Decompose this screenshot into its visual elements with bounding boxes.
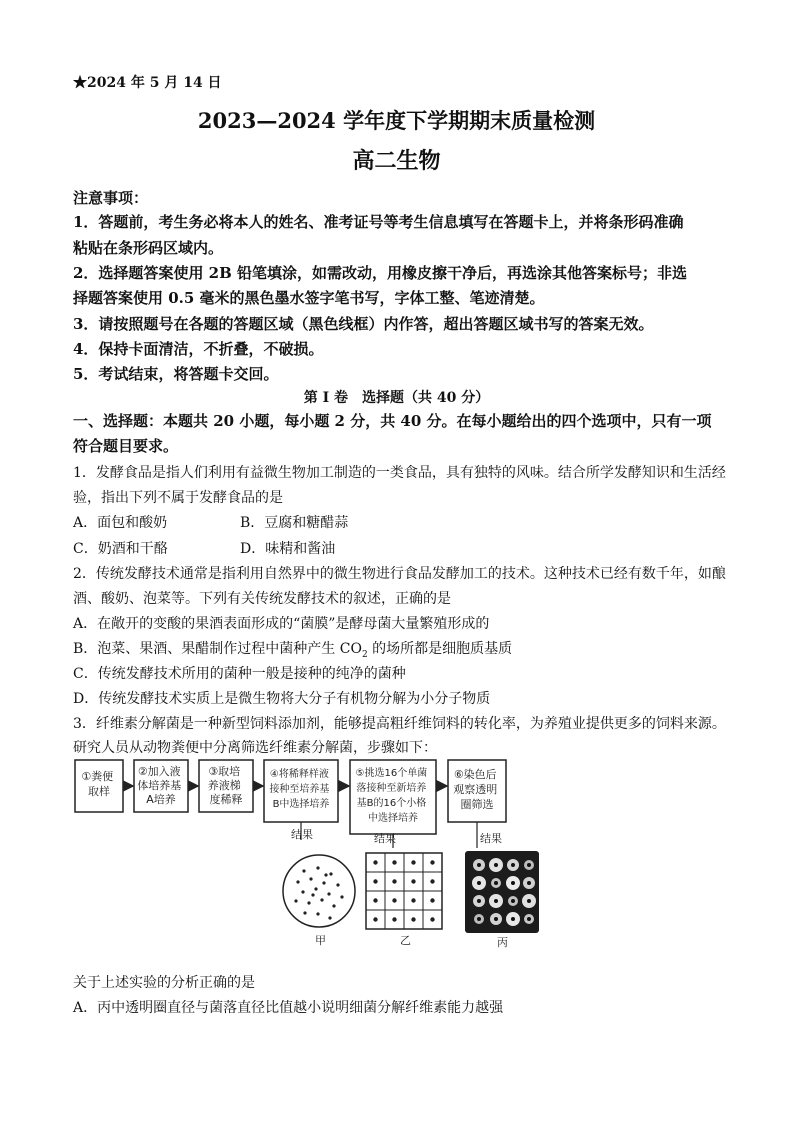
q1-option-d: D．味精和酱油 [240,541,336,557]
q3-stem: 3．纤维素分解菌是一种新型饲料添加剂，能够提高粗纤维饲料的转化率，为养殖业提供更多的饲料来源。 [73,716,726,732]
result-label-3: 结果 [480,832,502,845]
q2-option-a: A．在敞开的变酸的果酒表面形成的“菌膜”是酵母菌大量繁殖形成的 [73,616,490,632]
q1-option-a: A．面包和酸奶 [73,515,168,531]
section-title: 第 I 卷 选择题（共 40 分） [303,390,490,406]
step-4-label: ④将稀释样液 接种至培养基 B中选择培养 [269,769,330,810]
q2-option-b-subscript: 2 [361,649,368,660]
notice-line: 4．保持卡面清洁，不折叠，不破损。 [73,340,324,358]
q1-stem: 验，指出下列不属于发酵食品的是 [73,490,283,506]
exam-date: ★2024 年 5 月 14 日 [73,75,222,91]
q2-option-b-text: B．泡菜、果酒、果醋制作过程中菌种产生 CO [73,641,362,657]
plate-label-bing: 丙 [497,936,508,948]
q3-stem: 研究人员从动物粪便中分离筛选纤维素分解菌，步骤如下： [73,740,437,756]
notice-line: 择题答案使用 0.5 毫米的黑色墨水签字笔书写，字体工整、笔迹清楚。 [73,289,545,307]
result-label-2: 结果 [374,832,396,845]
step-1-label: ①粪便 取样 [81,770,114,798]
procedure-figure [72,758,542,948]
q1-option-b: B．豆腐和糖醋蒜 [240,515,349,531]
result-label-1: 结果 [291,828,313,841]
q1-stem: 1．发酵食品是指人们利用有益微生物加工制造的一类食品，具有独特的风味。结合所学发酵知识和生活经 [73,465,726,481]
plate-yi [366,853,442,929]
step-6-label: ⑥染色后 观察透明 圈筛选 [453,768,498,811]
q2-option-b [73,638,512,660]
plate-label-jia: 甲 [315,934,326,947]
notice-heading: 注意事项： [73,189,149,207]
notice-line: 3．请按照题号在各题的答题区域（黑色线框）内作答，超出答题区域书写的答案无效。 [73,315,654,333]
q3-question: 关于上述实验的分析正确的是 [73,975,255,991]
step-2-label: ②加入液 体培养基 A培养 [137,765,182,806]
q3-option-a: A．丙中透明圈直径与菌落直径比值越小说明细菌分解纤维素能力越强 [73,1000,504,1016]
q2-stem: 2．传统发酵技术通常是指利用自然界中的微生物进行食品发酵加工的技术。这种技术已经有数千年，如酿 [73,566,726,582]
notice-line: 粘贴在条形码区域内。 [73,239,224,257]
subject-title: 高二生物 [352,148,441,174]
q2-option-d: D．传统发酵技术实质上是微生物将大分子有机物分解为小分子物质 [73,691,491,707]
step-5-label: ⑤挑选16个单菌 落接种至新培养 基B的16个小格 中选择培养 [355,768,428,824]
section-instruction: 符合题目要求。 [73,437,179,455]
plate-jia [283,855,355,927]
plate-label-yi: 乙 [400,934,411,947]
notice-line: 2．选择题答案使用 2B 铅笔填涂，如需改动，用橡皮擦干净后，再选涂其他答案标号；非选 [73,264,688,282]
q1-option-c: C．奶酒和干酪 [73,541,168,557]
section-instruction: 一、选择题：本题共 20 小题，每小题 2 分，共 40 分。在每小题给出的四个选项中，只有一项 [73,412,712,430]
q2-stem: 酒、酸奶、泡菜等。下列有关传统发酵技术的叙述，正确的是 [73,591,451,607]
notice-line: 5．考试结束，将答题卡交回。 [73,365,279,383]
step-3-label: ③取培 养液梯 度稀释 [207,765,243,806]
q2-option-c: C．传统发酵技术所用的菌种一般是接种的纯净的菌种 [73,666,406,682]
notice-line: 1．答题前，考生务必将本人的姓名、准考证号等考生信息填写在答题卡上，并将条形码准确 [73,213,684,231]
exam-title: 2023—2024 学年度下学期期末质量检测 [197,108,596,133]
q2-option-b-text-end: 的场所都是细胞质基质 [367,641,513,657]
